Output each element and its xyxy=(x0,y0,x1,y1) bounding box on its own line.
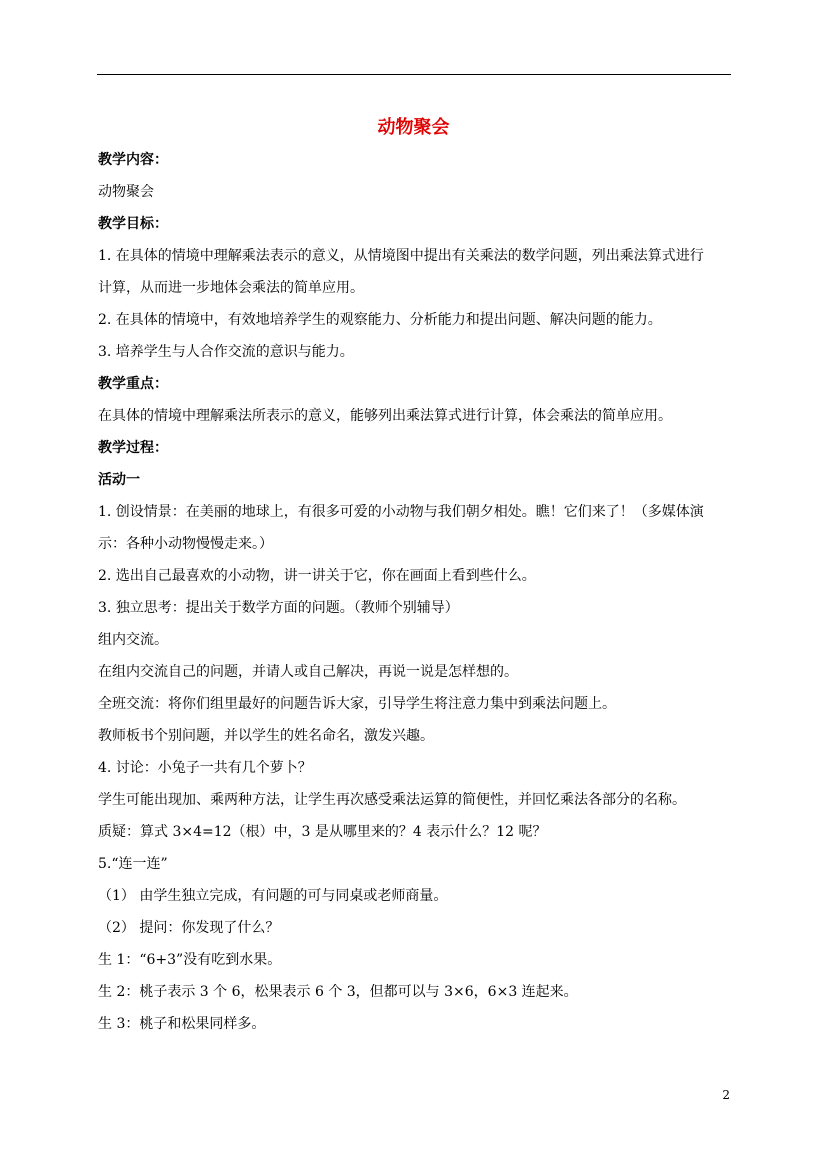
document-title: 动物聚会 xyxy=(377,117,450,138)
page-number: 2 xyxy=(722,1088,730,1102)
focus-heading: 教学重点： xyxy=(98,376,168,392)
step-2: 2. 选出自己最喜欢的小动物，讲一讲关于它，你在画面上看到些什么。 xyxy=(98,568,536,584)
goal-1-line-1: 1. 在具体的情境中理解乘法表示的意义，从情境图中提出有关乘法的数学问题，列出乘法算式进行 xyxy=(98,248,704,264)
goal-1-line-2: 计算，从而进一步地体会乘法的简单应用。 xyxy=(98,280,364,296)
document-body xyxy=(98,148,738,1036)
step-4: 4. 讨论：小兔子一共有几个萝卜？ xyxy=(98,760,312,776)
question: 质疑：算式 3×4=12（根）中，3 是从哪里来的？4 表示什么？12 呢？ xyxy=(98,824,547,840)
step-1-line-2: 示：各种小动物慢慢走来。） xyxy=(98,536,273,552)
header-rule xyxy=(97,74,731,75)
step-5: 5.“连一连” xyxy=(98,856,168,872)
student-2: 生 2：桃子表示 3 个 6，松果表示 6 个 3，但都可以与 3×6，6×3 连起来。 xyxy=(98,984,578,1000)
content-text: 动物聚会 xyxy=(98,184,154,200)
class-exchange: 全班交流：将你们组里最好的问题告诉大家，引导学生将注意力集中到乘法问题上。 xyxy=(98,696,616,712)
goal-2: 2. 在具体的情境中，有效地培养学生的观察能力、分析能力和提出问题、解决问题的能力。 xyxy=(98,312,662,328)
step-4-detail: 学生可能出现加、乘两种方法，让学生再次感受乘法运算的简便性，并回忆乘法各部分的名称。 xyxy=(98,792,686,808)
group-exchange: 组内交流。 xyxy=(98,632,168,648)
activity-1-heading: 活动一 xyxy=(98,472,140,488)
student-3: 生 3：桃子和松果同样多。 xyxy=(98,1016,266,1032)
goals-heading: 教学目标： xyxy=(98,216,168,232)
goal-3: 3. 培养学生与人合作交流的意识与能力。 xyxy=(98,344,354,360)
group-exchange-detail: 在组内交流自己的问题，并请人或自己解决，再说一说是怎样想的。 xyxy=(98,664,518,680)
teacher-board: 教师板书个别问题，并以学生的姓名命名，激发兴趣。 xyxy=(98,728,434,744)
student-1: 生 1：“6+3”没有吃到水果。 xyxy=(98,952,282,968)
step-3: 3. 独立思考：提出关于数学方面的问题。（教师个别辅导） xyxy=(98,600,459,616)
focus-text: 在具体的情境中理解乘法所表示的意义，能够列出乘法算式进行计算，体会乘法的简单应用。 xyxy=(98,408,672,424)
step-5-sub-2: （2） 提问：你发现了什么？ xyxy=(98,920,280,936)
step-5-sub-1: （1） 由学生独立完成，有问题的可与同桌或老师商量。 xyxy=(98,888,448,904)
content-heading: 教学内容： xyxy=(98,152,168,168)
process-heading: 教学过程： xyxy=(98,440,168,456)
step-1-line-1: 1. 创设情景：在美丽的地球上，有很多可爱的小动物与我们朝夕相处。瞧！它们来了！（多媒体演 xyxy=(98,504,704,520)
